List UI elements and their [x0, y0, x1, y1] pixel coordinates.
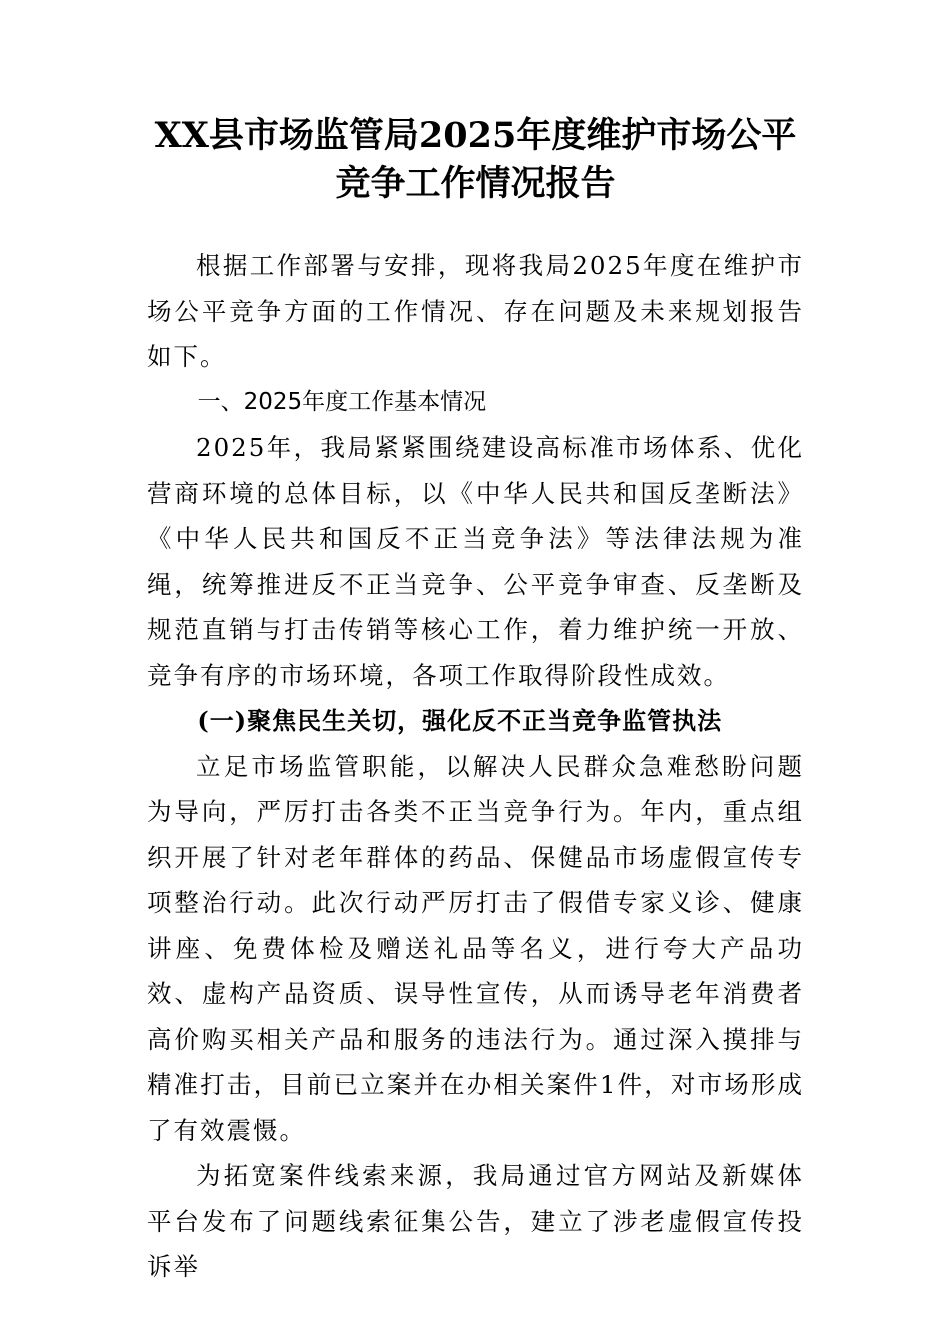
section-1-intro-paragraph: 2025年，我局紧紧围绕建设高标准市场体系、优化营商环境的总体目标，以《中华人民共和国反垄断法》《中华人民共和国反不正当竞争法》等法律法规为准绳，统筹推进反不正当竞争、公平竞争审查、反垄断及规范直销与打击传销等核心工作，着力维护统一开放、竞争有序的市场环境，各项工作取得阶段性成效。 [147, 433, 804, 690]
subsection-heading-1: (一)聚焦民生关切，强化反不正当竞争监管执法 [197, 706, 723, 735]
title-spacer [147, 208, 804, 243]
title-line-2: 竞争工作情况报告 [335, 163, 616, 204]
subsection-1-paragraph-2: 为拓宽案件线索来源，我局通过官方网站及新媒体平台发布了问题线索征集公告，建立了涉老虚假宣传投诉举 [147, 1161, 804, 1281]
intro-paragraph: 根据工作部署与安排，现将我局2025年度在维护市场公平竞争方面的工作情况、存在问题及未来规划报告如下。 [147, 251, 804, 371]
section-heading-1: 一、2025年度工作基本情况 [197, 388, 487, 415]
document-page [147, 112, 804, 1290]
title-line-1: XX县市场监管局2025年度维护市场公平 [154, 115, 797, 156]
subsection-1-paragraph-1: 立足市场监管职能，以解决人民群众急难愁盼问题为导向，严厉打击各类不正当竞争行为。年内，重点组织开展了针对老年群体的药品、保健品市场虚假宣传专项整治行动。此次行动严厉打击了假借专家义诊、健康讲座、免费体检及赠送礼品等名义，进行夸大产品功效、虚构产品资质、误导性宣传，从而诱导老年消费者高价购买相关产品和服务的违法行为。通过深入摸排与精准打击，目前已立案并在办相关案件1件，对市场形成了有效震慑。 [147, 751, 804, 1145]
document-title [127, 112, 824, 208]
